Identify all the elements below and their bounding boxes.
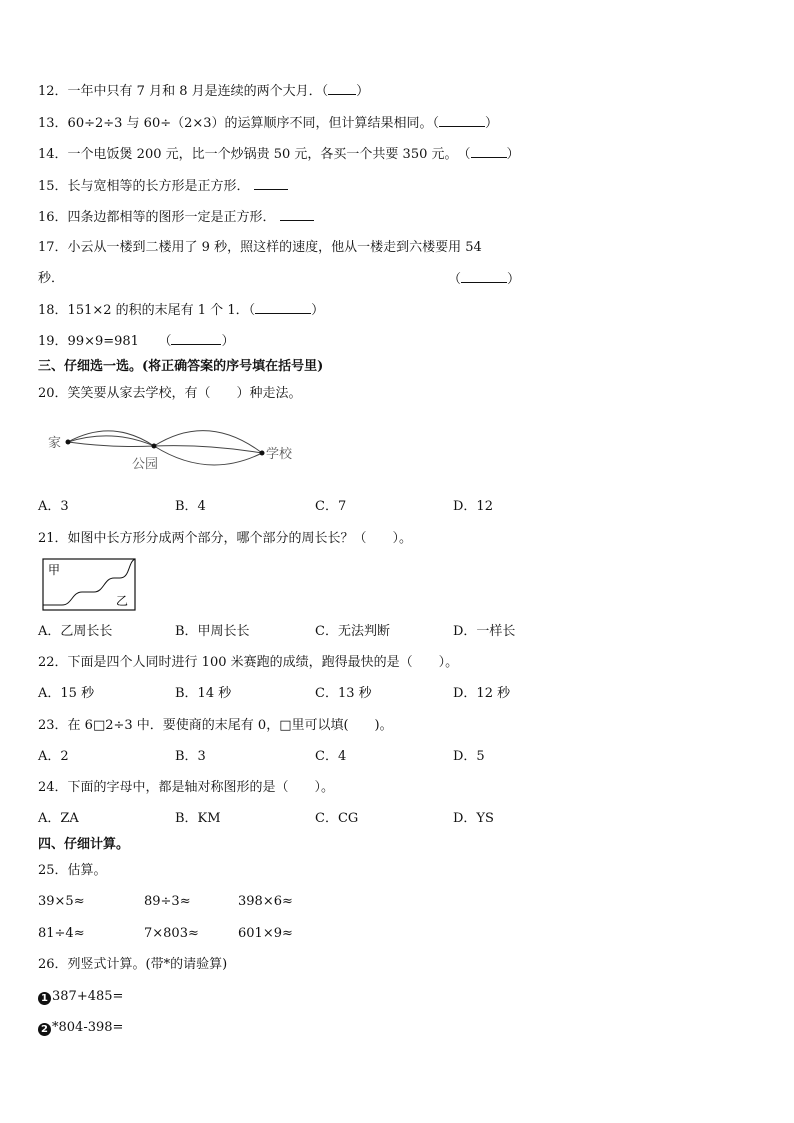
section-4-heading: 四、仔细计算。: [38, 837, 130, 852]
question-13: 13．60÷2÷3 与 60÷（2×3）的运算顺序不同，但计算结果相同。（ ）: [38, 116, 499, 131]
q23-options: [38, 749, 758, 765]
question-22: 22．下面是四个人同时进行 100 米赛跑的成绩，跑得最快的是（ ）。: [38, 655, 459, 670]
question-15: 15．长与宽相等的长方形是正方形．: [38, 178, 288, 195]
region-yi-label: 乙: [116, 594, 129, 608]
q20-options: [38, 499, 758, 515]
option-a[interactable]: A．2: [38, 749, 69, 764]
home-label: 家: [48, 436, 62, 451]
route-diagram: [40, 420, 310, 480]
q21-options: [38, 624, 758, 640]
answer-blank[interactable]: [461, 271, 507, 283]
school-dot: [260, 451, 265, 456]
question-20: 20．笑笑要从家去学校，有（ ）种走法。: [38, 386, 302, 401]
home-dot: [66, 440, 71, 445]
question-21: 21．如图中长方形分成两个部分，哪个部分的周长长？（ ）。: [38, 531, 413, 546]
estimate-item: 89÷3≈: [144, 894, 191, 909]
option-d[interactable]: D．12 秒: [453, 686, 511, 701]
option-a[interactable]: A．15 秒: [38, 686, 95, 701]
calc-item-2: 2 *804-398=: [38, 1020, 123, 1036]
estimate-row-1: [38, 894, 758, 910]
question-17: 17．小云从一楼到二楼用了 9 秒，照这样的速度，他从一楼走到六楼要用 54: [38, 240, 482, 255]
section-3-heading: 三、仔细选一选。(将正确答案的序号填在括号里): [38, 359, 324, 374]
option-c[interactable]: C．7: [315, 499, 347, 514]
question-17-answer: （ ）: [448, 272, 521, 287]
park-dot: [152, 444, 157, 449]
option-d[interactable]: D．12: [453, 499, 493, 514]
option-a[interactable]: A．乙周长长: [38, 624, 113, 639]
question-26: 26．列竖式计算。(带*的请验算): [38, 957, 228, 972]
estimate-item: 81÷4≈: [38, 926, 85, 941]
q24-options: [38, 811, 758, 827]
answer-blank[interactable]: [280, 209, 314, 221]
question-19: 19．99×9=981 （ ）: [38, 334, 235, 349]
question-16: 16．四条边都相等的图形一定是正方形．: [38, 209, 314, 226]
estimate-row-2: [38, 926, 758, 942]
option-b[interactable]: B．4: [175, 499, 206, 514]
option-c[interactable]: C．无法判断: [315, 624, 390, 639]
park-label: 公园: [132, 457, 159, 472]
question-17-cont: 秒．: [38, 271, 65, 286]
option-b[interactable]: B．14 秒: [175, 686, 232, 701]
q22-options: [38, 686, 758, 702]
question-23: 23．在 6□2÷3 中．要使商的末尾有 0，□里可以填( )。: [38, 718, 393, 733]
circled-number: 2: [38, 1023, 51, 1036]
route-home-park-3: [68, 442, 154, 447]
option-b[interactable]: B．甲周长长: [175, 624, 250, 639]
answer-blank[interactable]: [471, 146, 507, 158]
question-25: 25．估算。: [38, 863, 107, 878]
answer-blank[interactable]: [439, 115, 485, 127]
answer-blank[interactable]: [328, 83, 356, 95]
option-d[interactable]: D．一样长: [453, 624, 516, 639]
option-d[interactable]: D．5: [453, 749, 485, 764]
option-c[interactable]: C．CG: [315, 811, 359, 826]
option-b[interactable]: B．3: [175, 749, 206, 764]
option-a[interactable]: A．3: [38, 499, 69, 514]
answer-blank[interactable]: [171, 333, 221, 345]
estimate-item: 398×6≈: [238, 894, 293, 909]
question-14: 14．一个电饭煲 200 元，比一个炒锅贵 50 元，各买一个共要 350 元。 （ ）: [38, 147, 520, 162]
route-park-school-1: [154, 431, 262, 453]
estimate-item: 601×9≈: [238, 926, 293, 941]
route-park-school-2: [154, 446, 262, 453]
circled-number: 1: [38, 992, 51, 1005]
option-d[interactable]: D．YS: [453, 811, 494, 826]
calc-item-1: 1 387+485=: [38, 989, 123, 1005]
estimate-item: 7×803≈: [144, 926, 199, 941]
route-home-park-2: [68, 436, 154, 446]
answer-blank[interactable]: [255, 302, 311, 314]
option-c[interactable]: C．4: [315, 749, 347, 764]
question-24: 24．下面的字母中，都是轴对称图形的是（ ）。: [38, 780, 335, 795]
rectangle-diagram: [42, 558, 136, 612]
question-18: 18．151×2 的积的末尾有 1 个 1．（ ）: [38, 303, 325, 318]
answer-blank[interactable]: [254, 178, 288, 190]
option-a[interactable]: A．ZA: [38, 811, 79, 826]
school-label: 学校: [266, 447, 293, 462]
region-jia-label: 甲: [48, 563, 61, 577]
question-12: 12．一年中只有 7 月和 8 月是连续的两个大月．（ ）: [38, 84, 370, 99]
option-b[interactable]: B．KM: [175, 811, 221, 826]
route-park-school-3: [154, 446, 262, 465]
estimate-item: 39×5≈: [38, 894, 85, 909]
option-c[interactable]: C．13 秒: [315, 686, 372, 701]
